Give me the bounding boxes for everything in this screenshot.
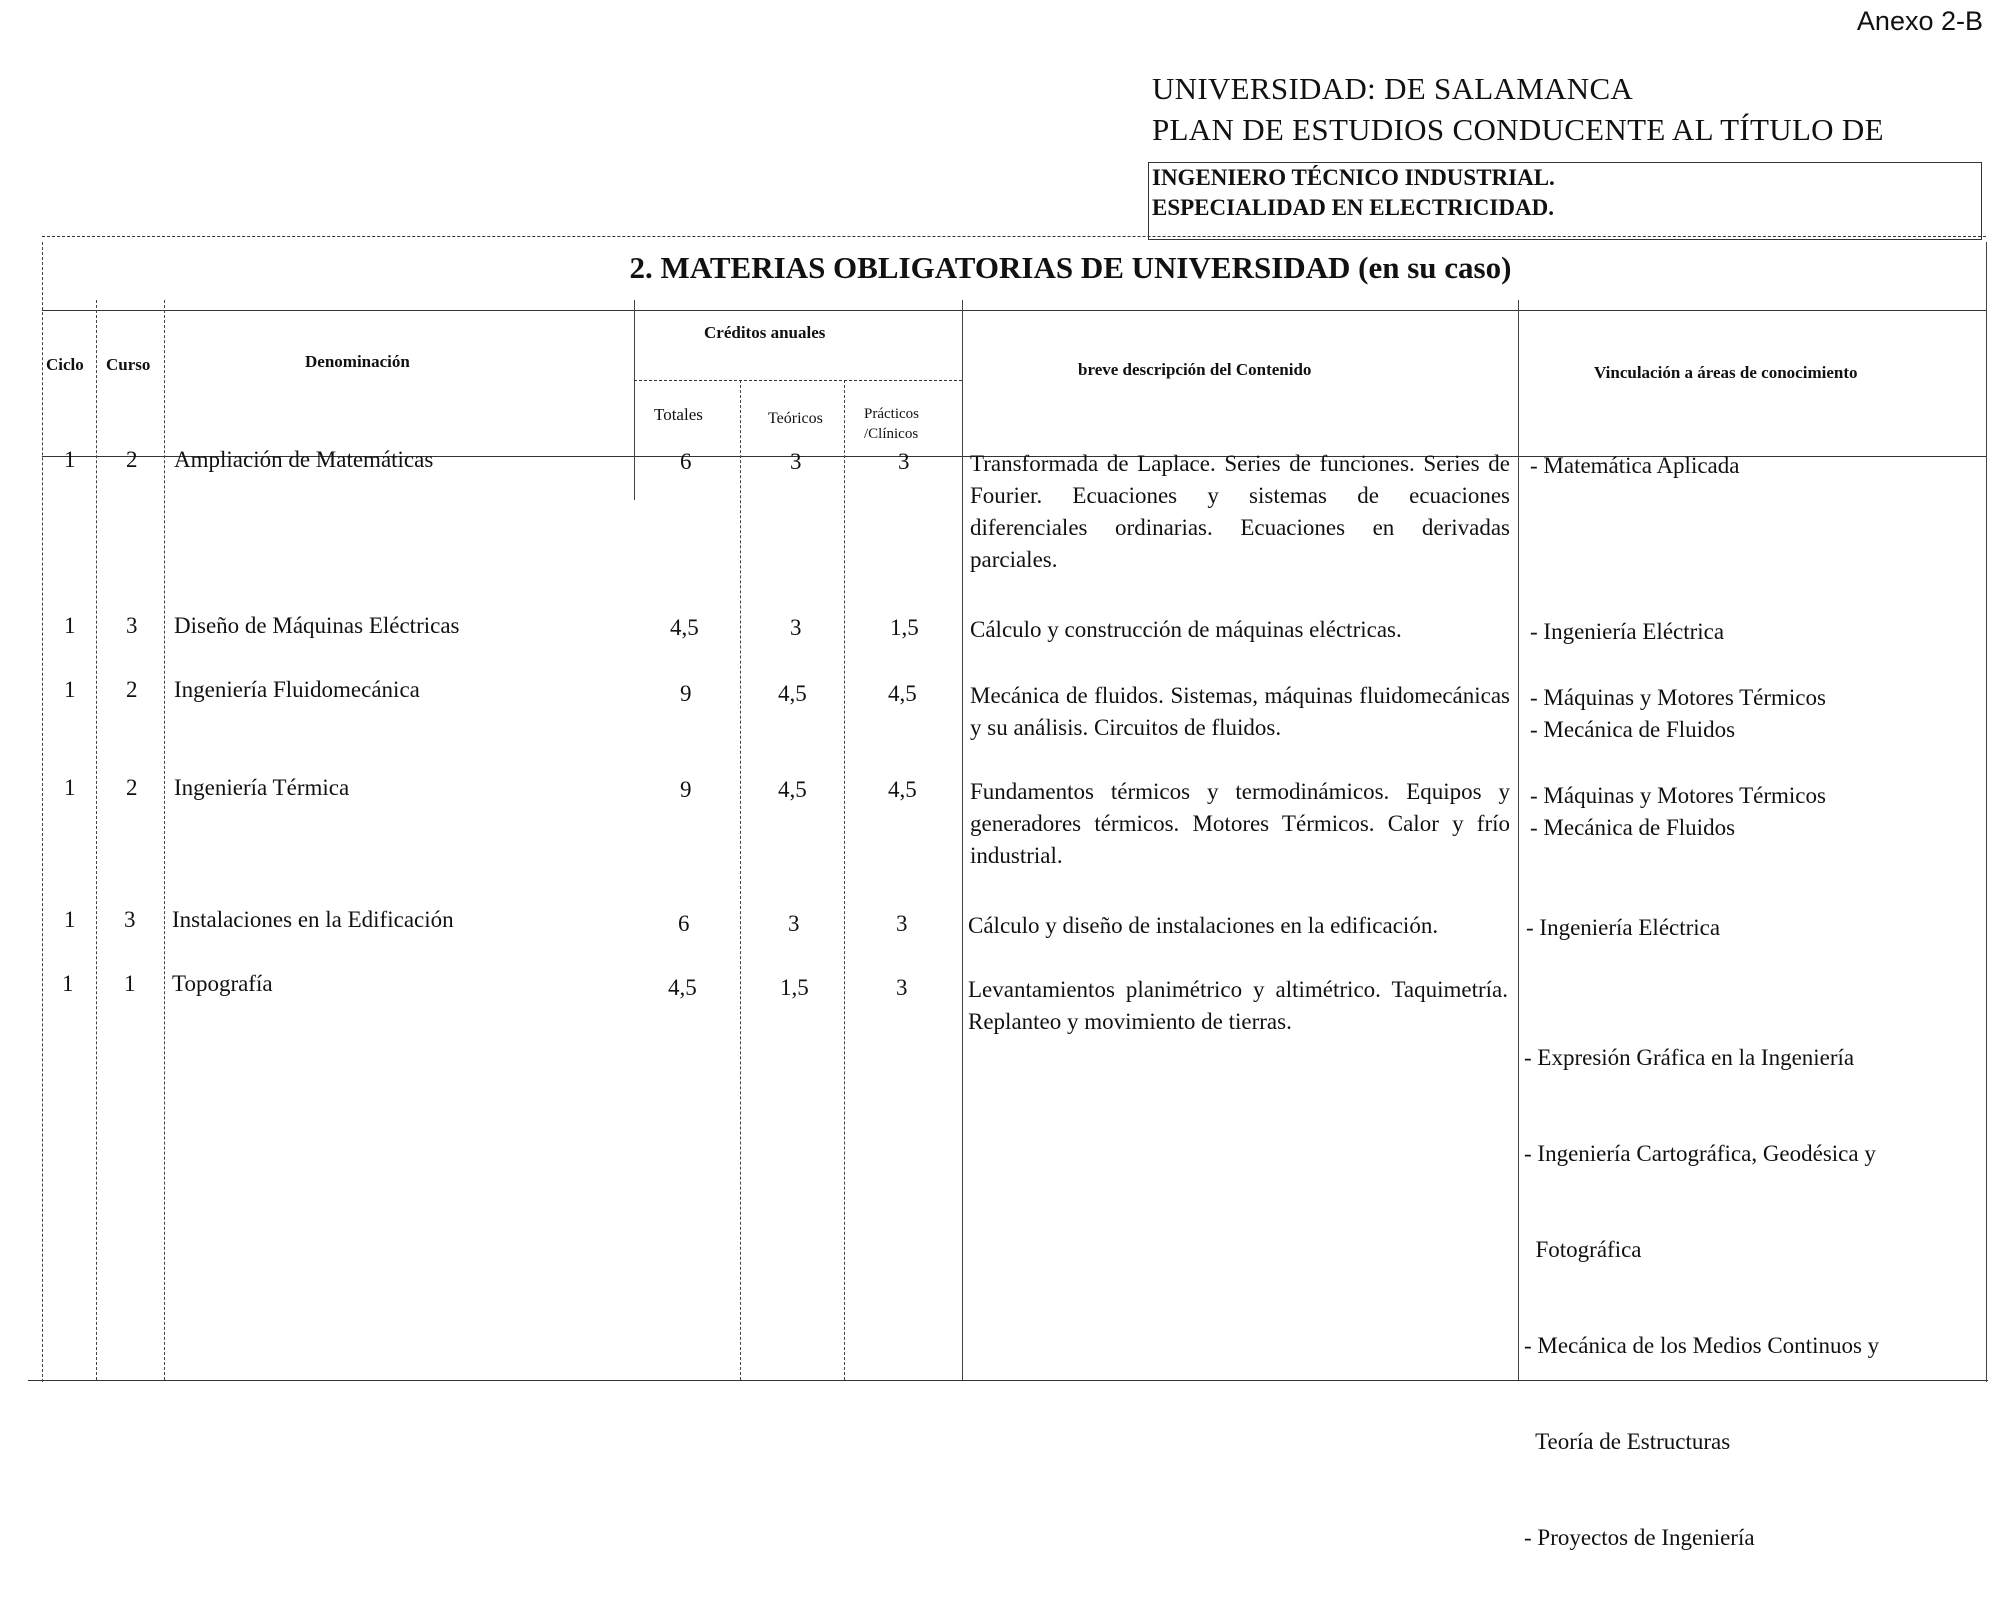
- degree-box: [1148, 162, 1982, 240]
- cell-totales: 9: [680, 681, 692, 706]
- section-title: 2. MATERIAS OBLIGATORIAS DE UNIVERSIDAD (en su caso): [629, 250, 1512, 285]
- area-item: - Máquinas y Motores Térmicos: [1530, 783, 1826, 808]
- cell-practicos: 3: [898, 449, 910, 474]
- header-totales: Totales: [654, 405, 703, 424]
- cell-teoricos: 4,5: [778, 681, 807, 706]
- cell-curso: 3: [126, 613, 138, 638]
- cell-denominacion: Topografía: [172, 971, 273, 996]
- area-item: - Proyectos de Ingeniería: [1524, 1525, 1755, 1550]
- header-creditos: Créditos anuales: [704, 323, 826, 342]
- cell-areas: [1524, 978, 1879, 1618]
- cell-curso: 3: [124, 907, 136, 932]
- cell-ciclo: 1: [64, 447, 76, 472]
- area-item: - Ingeniería Cartográfica, Geodésica y: [1524, 1141, 1876, 1166]
- header-curso: Curso: [106, 355, 151, 374]
- cell-totales: 6: [680, 449, 692, 474]
- area-item: - Mecánica de Fluidos: [1530, 717, 1736, 742]
- degree-line-1: INGENIERO TÉCNICO INDUSTRIAL.: [1152, 165, 1555, 190]
- cell-curso: 2: [126, 775, 138, 800]
- degree-line-2: ESPECIALIDAD EN ELECTRICIDAD.: [1152, 195, 1554, 220]
- cell-teoricos: 4,5: [778, 777, 807, 802]
- cell-totales: 4,5: [670, 615, 699, 640]
- cell-teoricos: 3: [790, 615, 802, 640]
- cell-descripcion: Cálculo y diseño de instalaciones en la edificación.: [968, 913, 1439, 938]
- cell-areas: [1530, 616, 1724, 648]
- cell-practicos: 1,5: [890, 615, 919, 640]
- cell-practicos: 4,5: [888, 777, 917, 802]
- university-line: UNIVERSIDAD: DE SALAMANCA: [1152, 71, 1634, 106]
- cell-descripcion: Fundamentos térmicos y termodinámicos. Equipos y generadores térmicos. Motores Térmicos. Calor y frío industrial.: [970, 779, 1510, 868]
- cell-areas: [1530, 682, 1826, 746]
- header-descripcion: breve descripción del Contenido: [1078, 360, 1312, 379]
- cell-teoricos: 3: [790, 449, 802, 474]
- header-teoricos: Teóricos: [768, 410, 823, 427]
- cell-denominacion: Ingeniería Térmica: [174, 775, 350, 800]
- area-item: - Máquinas y Motores Térmicos: [1530, 685, 1826, 710]
- cell-denominacion: Ingeniería Fluidomecánica: [174, 677, 420, 702]
- annex-label: Anexo 2-B: [1856, 6, 1983, 36]
- area-item: Teoría de Estructuras: [1524, 1429, 1731, 1454]
- cell-descripcion: Transformada de Laplace. Series de funciones. Series de Fourier. Ecuaciones y sistemas de ecuaciones diferenciales ordinarias. Ecuaciones en derivadas parciales.: [970, 451, 1510, 572]
- cell-descripcion: Mecánica de fluidos. Sistemas, máquinas fluidomecánicas y su análisis. Circuitos de fluidos.: [970, 683, 1510, 740]
- area-item: - Ingeniería Eléctrica: [1526, 915, 1721, 940]
- cell-curso: 1: [124, 971, 136, 996]
- cell-totales: 6: [678, 911, 690, 936]
- cell-totales: 4,5: [668, 975, 697, 1000]
- header-ciclo: Ciclo: [46, 355, 84, 374]
- area-item: - Mecánica de los Medios Continuos y: [1524, 1333, 1880, 1358]
- header-vinculacion: Vinculación a áreas de conocimiento: [1594, 363, 1858, 382]
- cell-practicos: 4,5: [888, 681, 917, 706]
- plan-line: PLAN DE ESTUDIOS CONDUCENTE AL TÍTULO DE: [1152, 112, 1884, 147]
- area-item: Fotográfica: [1524, 1237, 1642, 1262]
- cell-denominacion: Instalaciones en la Edificación: [172, 907, 454, 932]
- header-practicos: Prácticos /Clínicos: [864, 406, 919, 442]
- cell-areas: [1526, 912, 1720, 944]
- header-denominacion: Denominación: [305, 352, 410, 371]
- cell-teoricos: 1,5: [780, 975, 809, 1000]
- cell-practicos: 3: [896, 911, 908, 936]
- header-block: [1152, 68, 1884, 150]
- area-item: - Matemática Aplicada: [1530, 453, 1740, 478]
- cell-practicos: 3: [896, 975, 908, 1000]
- cell-areas: [1530, 780, 1826, 844]
- cell-totales: 9: [680, 777, 692, 802]
- cell-curso: 2: [126, 447, 138, 472]
- cell-denominacion: Ampliación de Matemáticas: [174, 447, 434, 472]
- cell-ciclo: 1: [64, 677, 76, 702]
- cell-ciclo: 1: [64, 613, 76, 638]
- cell-descripcion: Levantamientos planimétrico y altimétrico. Taquimetría. Replanteo y movimiento de tierras.: [968, 977, 1508, 1034]
- cell-ciclo: 1: [64, 907, 76, 932]
- area-item: - Ingeniería Eléctrica: [1530, 619, 1725, 644]
- cell-denominacion: Diseño de Máquinas Eléctricas: [174, 613, 460, 638]
- cell-ciclo: 1: [64, 775, 76, 800]
- cell-descripcion: Cálculo y construcción de máquinas eléctricas.: [970, 617, 1402, 642]
- cell-teoricos: 3: [788, 911, 800, 936]
- cell-areas: [1530, 450, 1739, 482]
- cell-ciclo: 1: [62, 971, 74, 996]
- area-item: - Expresión Gráfica en la Ingeniería: [1524, 1045, 1855, 1070]
- area-item: - Mecánica de Fluidos: [1530, 815, 1736, 840]
- cell-curso: 2: [126, 677, 138, 702]
